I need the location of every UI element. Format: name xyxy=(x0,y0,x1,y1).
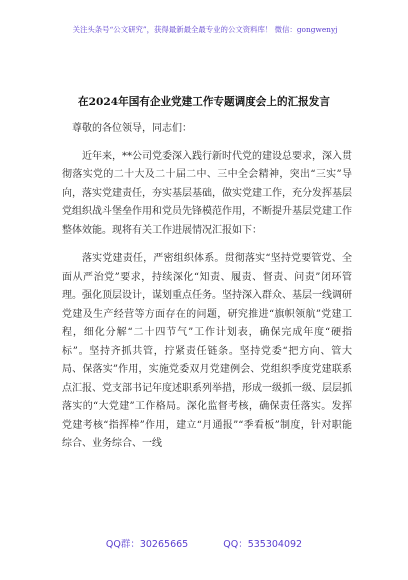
paragraph-intro: 近年来，**公司党委深入践行新时代党的建设总要求，深入贯彻落实党的二十大及二十届二中、三中全会精神，突出“三实”导向，落实党建责任，夯实基层基础，做实党建工作，充分发挥基层党组织战斗堡垒作用和党员先锋模范作用，不断提升基层党建工作整体效能。现将有关工作进展情况汇报如下： xyxy=(62,150,352,236)
header-notice: 关注头条号“公文研究”，获得最新最全最专业的公文资料库！ 微信：gongwenyj xyxy=(72,25,338,34)
footer-contacts xyxy=(0,536,408,550)
qq-contact-text: QQ：535304092 xyxy=(223,539,303,550)
document-body xyxy=(62,120,352,454)
qq-group-text: QQ群：30265665 xyxy=(105,539,189,550)
document-title: 在2024年国有企业党建工作专题调度会上的汇报发言 xyxy=(78,96,330,108)
salutation: 尊敬的各位领导，同志们： xyxy=(72,123,192,134)
paragraph-responsibility: 落实党建责任，严密组织体系。贯彻落实“坚持党要管党、全面从严治党”要求，持续深化“知责、履责、督责、问责”闭环管理。强化顶层设计，谋划重点任务。坚持深入群众、基层一线调研党建及生产经营等方面存在的问题，研究推进“旗帜领航”党建工程，细化分解“二十四节气”工作计划表，确保完成年度“硬指标”。坚持齐抓共管，拧紧责任链条。坚持党委“把方向、管大局、保落实”作用，实施党委双月党建例会、党组织季度党建联系点汇报、党支部书记年度述职系列举措，形成一级抓一级、层层抓落实的“大党建”工作格局。深化监督考核，确保责任落实。发挥党建考核“指挥棒”作用，建立“月通报”“季看板”制度，针对职能综合、业务综合、一线 xyxy=(62,253,352,449)
